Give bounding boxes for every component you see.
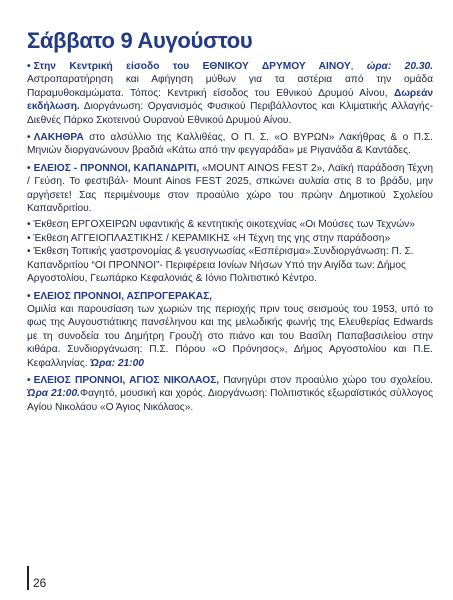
free-event-note: Δωρεάν εκδήλωση.	[27, 87, 433, 113]
bullet: •	[27, 162, 31, 174]
event-entry	[27, 374, 433, 414]
event-entry	[27, 162, 433, 216]
event-time: Ώρα 21:00.	[27, 388, 80, 400]
separator: ,	[350, 61, 367, 72]
event-location: Στην Κεντρική είσοδο του ΕΘΝΙΚΟΥ ΔΡΥΜΟΥ ΑΙΝΟΥ	[33, 61, 351, 72]
bullet: •	[27, 290, 31, 302]
event-location: ΕΛΕΙΟΣ ΠΡΟΝΝΟΙ, ΑΣΠΡΟΓΕΡΑΚΑΣ,	[33, 290, 213, 302]
page-number-rule	[27, 566, 29, 590]
event-entry	[27, 60, 433, 127]
event-location: ΛΑΚΗΘΡΑ	[33, 132, 84, 144]
event-description: Αστροπαρατήρηση και Αφήγηση μύθων για τα αστέρια από την ομάδα Παραμυθοκαμώματα. Τόπος: Κεντρική είσοδος του Εθνικού Δρυμού Αίνου,	[27, 74, 433, 99]
event-organizer: Διοργάνωση: Οργανισμός Φυσικού Περιβάλλοντος και Κλιματικής Αλλαγής-Διεθνές Πάρκο Σκοτεινού Ουρανού Εθνικού Δρυμού Αίνου.	[27, 101, 433, 126]
event-time: Ώρα: 21:00	[90, 357, 144, 369]
page-number: 26	[33, 576, 47, 590]
event-description: Ομιλία και παρουσίαση των χωριών της περιοχής πριν τους σεισμούς του 1953, υπό το φως της Αυγουστιάτικης πανσέληνου και της μελωδικής φωνής της Ελευθερίας Edwards με τη συνοδεία του Δημήτρη Γρουζή στο πιάνο και του Βασίλη Παπαβασιλείου στην κιθάρα. Συνδιοργάνωση: Π.Σ. Πόρου «Ο Πρόνησος», Δήμος Αργοστολίου και Π.Ε. Κεφαλληνίας.	[27, 303, 433, 369]
event-location: ΕΛΕΙΟΣ ΠΡΟΝΝΟΙ, ΑΓΙΟΣ ΝΙΚΟΛΑΟΣ,	[33, 374, 220, 386]
event-description: «MOUNT AINOS FEST 2», Λαϊκή παράδοση Τέχνη / Γεύση. Το φεστιβάλ- Mount Ainos FEST 2025, σπκώνει αυλαία στις 8 το βράδυ, μην αργήσετε! Σας περιμένουμε στον προαύλιο χώρο του πρώην Δημοτικού Σχολείου Καπανδριτίου.	[27, 162, 434, 215]
event-organizer: Φαγητό, μουσική και χορός. Διοργάνωση: Πολιτιστικός εξωραϊστικός σύλλογος Αγίου Νικολάου «Ο Άγιος Νικόλαος».	[27, 388, 433, 413]
page-title: Σάββατο 9 Αυγούστου	[27, 28, 253, 53]
page-content	[27, 28, 433, 417]
exhibition-item: • Έκθεση ΕΡΓΟΧΕΙΡΩΝ υφαντικής & κεντητικής οικοτεχνίας «Οι Μούσες των Τεχνών»	[27, 219, 415, 231]
exhibition-item: • Έκθεση ΑΓΓΕΙΟΠΛΑΣΤΙΚΗΣ / ΚΕΡΑΜΙΚΗΣ «Η Τέχνη της γης στην παράδοση»	[27, 232, 391, 244]
exhibition-item: • Έκθεση Τοπικής γαστρονομίας & γευσιγνωσίας «Εσπέρισμα».Συνδιοργάνωση: Π. Σ. Καπανδριτίου “ΟΙ ΠΡΟΝΝΟΙ”- Περιφέρεια Ιονίων Νήσων Υπό την Αιγίδα των: Δήμος Αργοστολίου, Γεωπάρκο Κεφαλονιάς & Ιόνιο Πολιτιστικό Κέντρο.	[27, 246, 414, 285]
bullet: •	[27, 374, 31, 386]
bullet: •	[27, 61, 31, 72]
event-entry	[27, 290, 433, 370]
event-location: ΕΛΕΙΟΣ - ΠΡΟΝΝΟΙ, ΚΑΠΑΝΔΡΙΤΙ,	[33, 162, 200, 174]
bullet: •	[27, 132, 31, 144]
event-time: ώρα: 20.30.	[366, 61, 433, 72]
event-description: Πανηγύρι στον προαύλιο χώρο του σχολείου.	[219, 374, 433, 386]
event-entry	[27, 131, 433, 158]
event-description: στο αλσύλλιο της Καλλιθέας, Ο Π. Σ. «Ο ΒΥΡΩΝ» Λακήθρας & ο Π.Σ. Μηνιών διοργανώνουν βραδιά «Κάτω από την φεγγαράδα» με Ριγανάδα & Καντάδες.	[27, 132, 433, 157]
